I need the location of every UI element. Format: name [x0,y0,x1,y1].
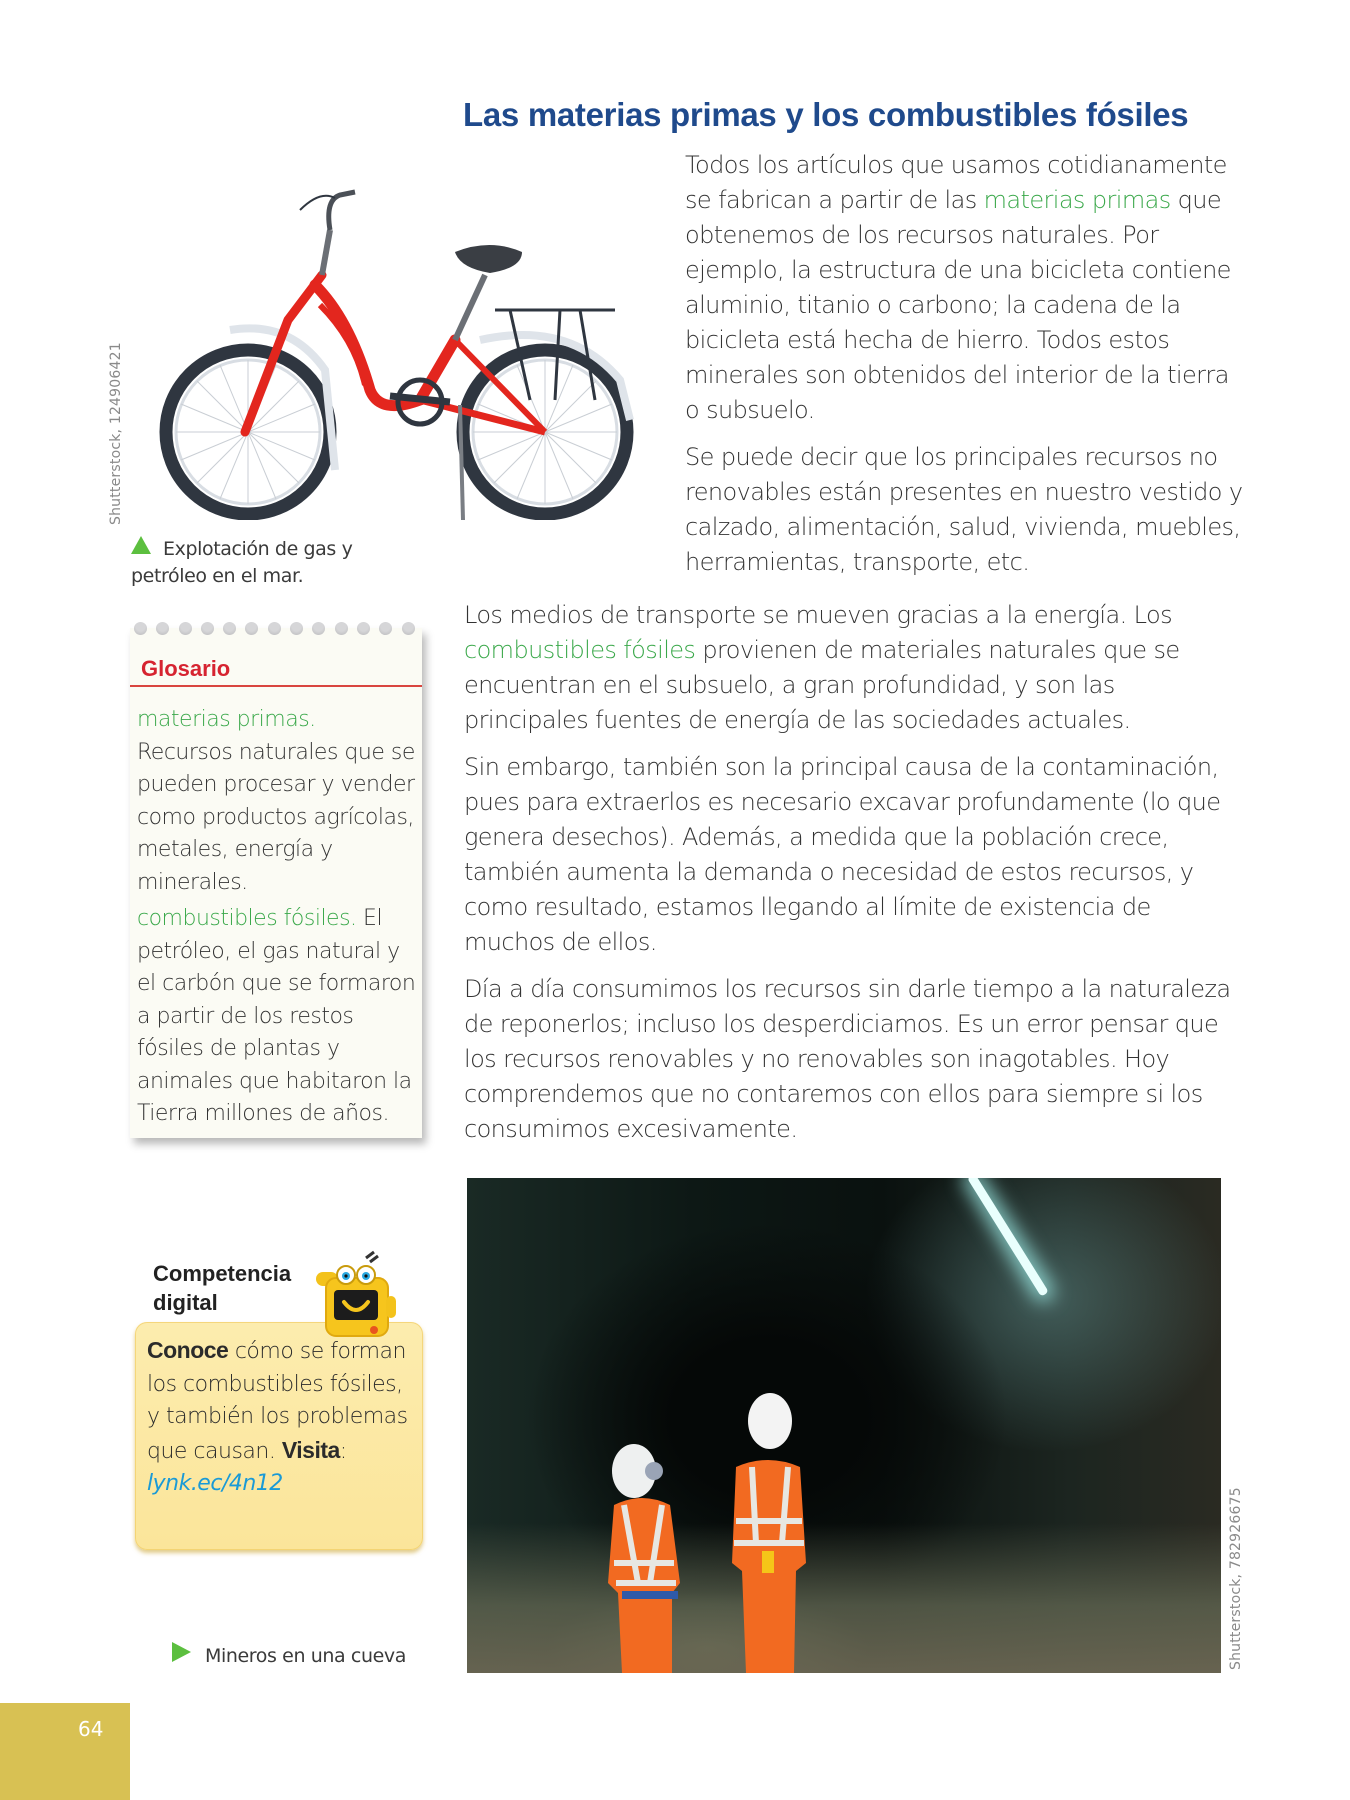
glossary-card [130,628,422,1138]
main-paragraph-3: Día a día consumimos los recursos sin darle tiempo a la naturaleza de reponerlos; incluso los desperdiciamos. Es un error pensar que los recursos renovables y no renovables son inagotables. Hoy comprendemos que no contaremos con ellos para siempre si los consumimos excesivamente. [464,975,1231,1143]
glossary-definition: Recursos naturales que se pueden procesar y vender como productos agrícolas, metales, energía y minerales. [137,739,415,895]
mine-caption [172,1642,442,1670]
glossary-divider [130,685,422,687]
glossary-definition: El petróleo, el gas natural y el carbón que se formaron a partir de los restos fósiles de plantas y animales que habitaron la Tierra millones de años. [137,906,416,1126]
page-number-tab [0,1703,130,1800]
main-column [464,598,1244,1159]
intro-paragraph-2: Se puede decir que los principales recursos no renovables están presentes en nuestro vestido y calzado, alimentación, salud, vivienda, muebles, herramientas, transporte, etc. [685,443,1243,576]
glossary-entries [137,704,422,1135]
main-paragraph-2: Sin embargo, también son la principal causa de la contaminación, pues para extraerlos es necesario excavar profundamente (lo que genera desechos). Además, a medida que la población crece, también aumenta la demanda o necesidad de estos recursos, y como resultado, estamos llegando al límite de existencia de muchos de ellos. [464,753,1221,956]
mine-caption-text: Mineros en una cueva [205,1645,406,1667]
glossary-entry [137,903,422,1131]
fluorescent-light [967,1178,1049,1297]
resource-link[interactable]: lynk.ec/4n12 [147,1471,283,1496]
miner-figure [722,1393,812,1673]
intro-column [685,148,1245,592]
bicycle-caption-text: Explotación de gas y petróleo en el mar. [131,538,353,587]
page-title: Las materias primas y los combustibles fósiles [463,96,1189,133]
competencia-digital-heading: Competencia digital [153,1261,292,1315]
mine-photo-credit: Shutterstock, 782926675 [1228,1487,1244,1670]
keyword-materias-primas: materias primas [983,186,1171,214]
bicycle-photo-credit: Shutterstock, 124906421 [108,342,124,525]
triangle-up-icon [131,536,151,554]
triangle-right-icon [172,1642,191,1662]
miners-cave-photo [467,1178,1221,1673]
notebook-rings-decoration [134,622,424,642]
glossary-term: combustibles fósiles. [137,906,357,931]
robot-mascot-icon [308,1250,403,1350]
bicycle-caption [131,536,431,590]
bicycle-image [150,170,650,520]
glossary-term: materias primas. [137,707,316,732]
glossary-entry [137,704,422,899]
keyword-combustibles-fosiles: combustibles fósiles [464,636,696,664]
intro-paragraph-1: Todos los artículos que usamos cotidianamente se fabrican a partir de las materias primas que obtenemos de los recursos naturales. Por ejemplo, la estructura de una bicicleta contiene aluminio, titanio o carbono; la cadena de la bicicleta está hecha de hierro. Todos estos minerales son obtenidos del interior de la tierra o subsuelo. [685,151,1231,424]
miner-figure [602,1443,692,1673]
main-paragraph-1: Los medios de transporte se mueven gracias a la energía. Los combustibles fósiles provienen de materiales naturales que se encuentran en el subsuelo, a gran profundidad, y son las principales fuentes de energía de las sociedades actuales. [464,601,1180,734]
competencia-digital-box: Conoce cómo se forman los combustibles fósiles, y también los problemas que causan. Visita: lynk.ec/4n12 [135,1322,423,1550]
glossary-title: Glosario [141,656,231,681]
page-number: 64 [78,1717,104,1741]
